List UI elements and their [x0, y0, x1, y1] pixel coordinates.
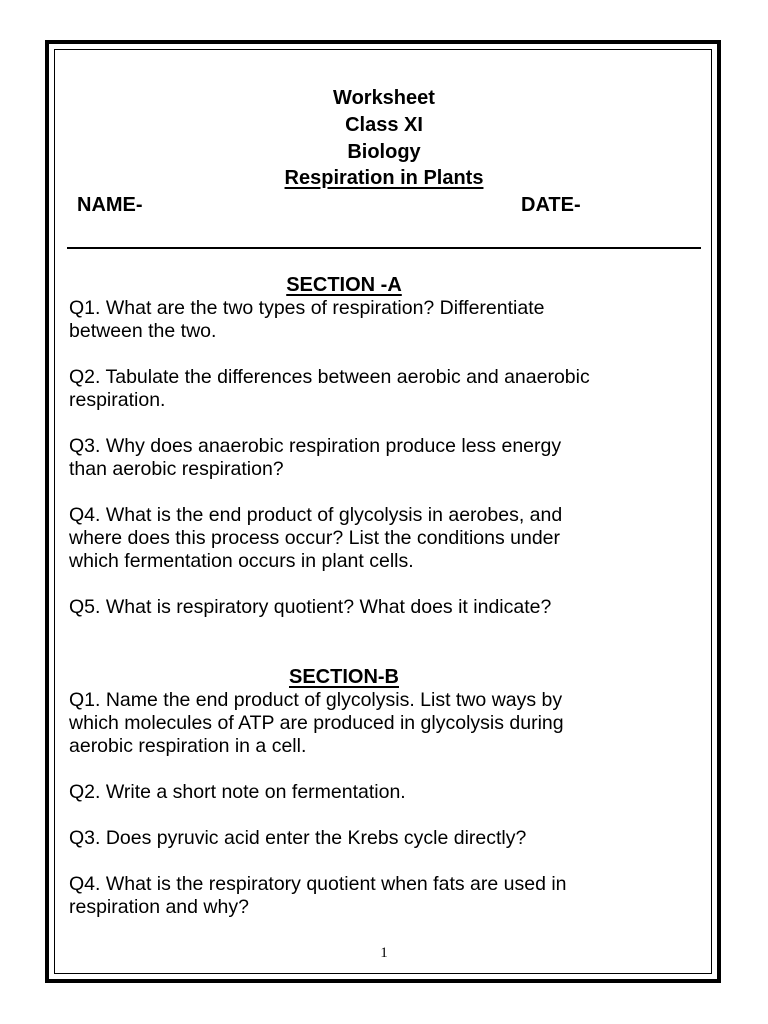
topic-heading	[0, 166, 768, 190]
section-a-question-4: Q4. What is the end product of glycolysis in aerobes, and where does this process occur? List the conditions under which fermentation occurs in plant cells.	[69, 504, 563, 572]
section-a-question-3: Q3. Why does anaerobic respiration produce less energy than aerobic respiration?	[69, 435, 562, 480]
date-label: DATE-	[521, 194, 581, 216]
page-number: 1	[380, 945, 388, 961]
section-a-question-2: Q2. Tabulate the differences between aerobic and anaerobic respiration.	[69, 366, 590, 411]
section-b-title: SECTION-B	[289, 666, 399, 688]
subject-label: Biology	[347, 141, 421, 163]
class-label: Class XI	[345, 114, 423, 136]
section-b-heading	[0, 665, 688, 689]
worksheet-title: Worksheet	[333, 87, 435, 109]
header-divider	[67, 247, 701, 249]
section-b-question-3: Q3. Does pyruvic acid enter the Krebs cycle directly?	[69, 827, 527, 849]
section-b-question-1: Q1. Name the end product of glycolysis. List two ways by which molecules of ATP are produced in glycolysis during aerobic respiration in a cell.	[69, 689, 564, 757]
section-a-question-5: Q5. What is respiratory quotient? What does it indicate?	[69, 596, 552, 618]
section-a-heading	[0, 273, 688, 297]
name-label: NAME-	[77, 194, 143, 216]
section-a-title: SECTION -A	[286, 274, 402, 296]
section-b-question-4: Q4. What is the respiratory quotient when fats are used in respiration and why?	[69, 873, 567, 918]
section-a-question-1: Q1. What are the two types of respiration? Differentiate between the two.	[69, 297, 545, 342]
topic-heading-text: Respiration in Plants	[284, 167, 484, 189]
section-b-question-2: Q2. Write a short note on fermentation.	[69, 781, 406, 803]
